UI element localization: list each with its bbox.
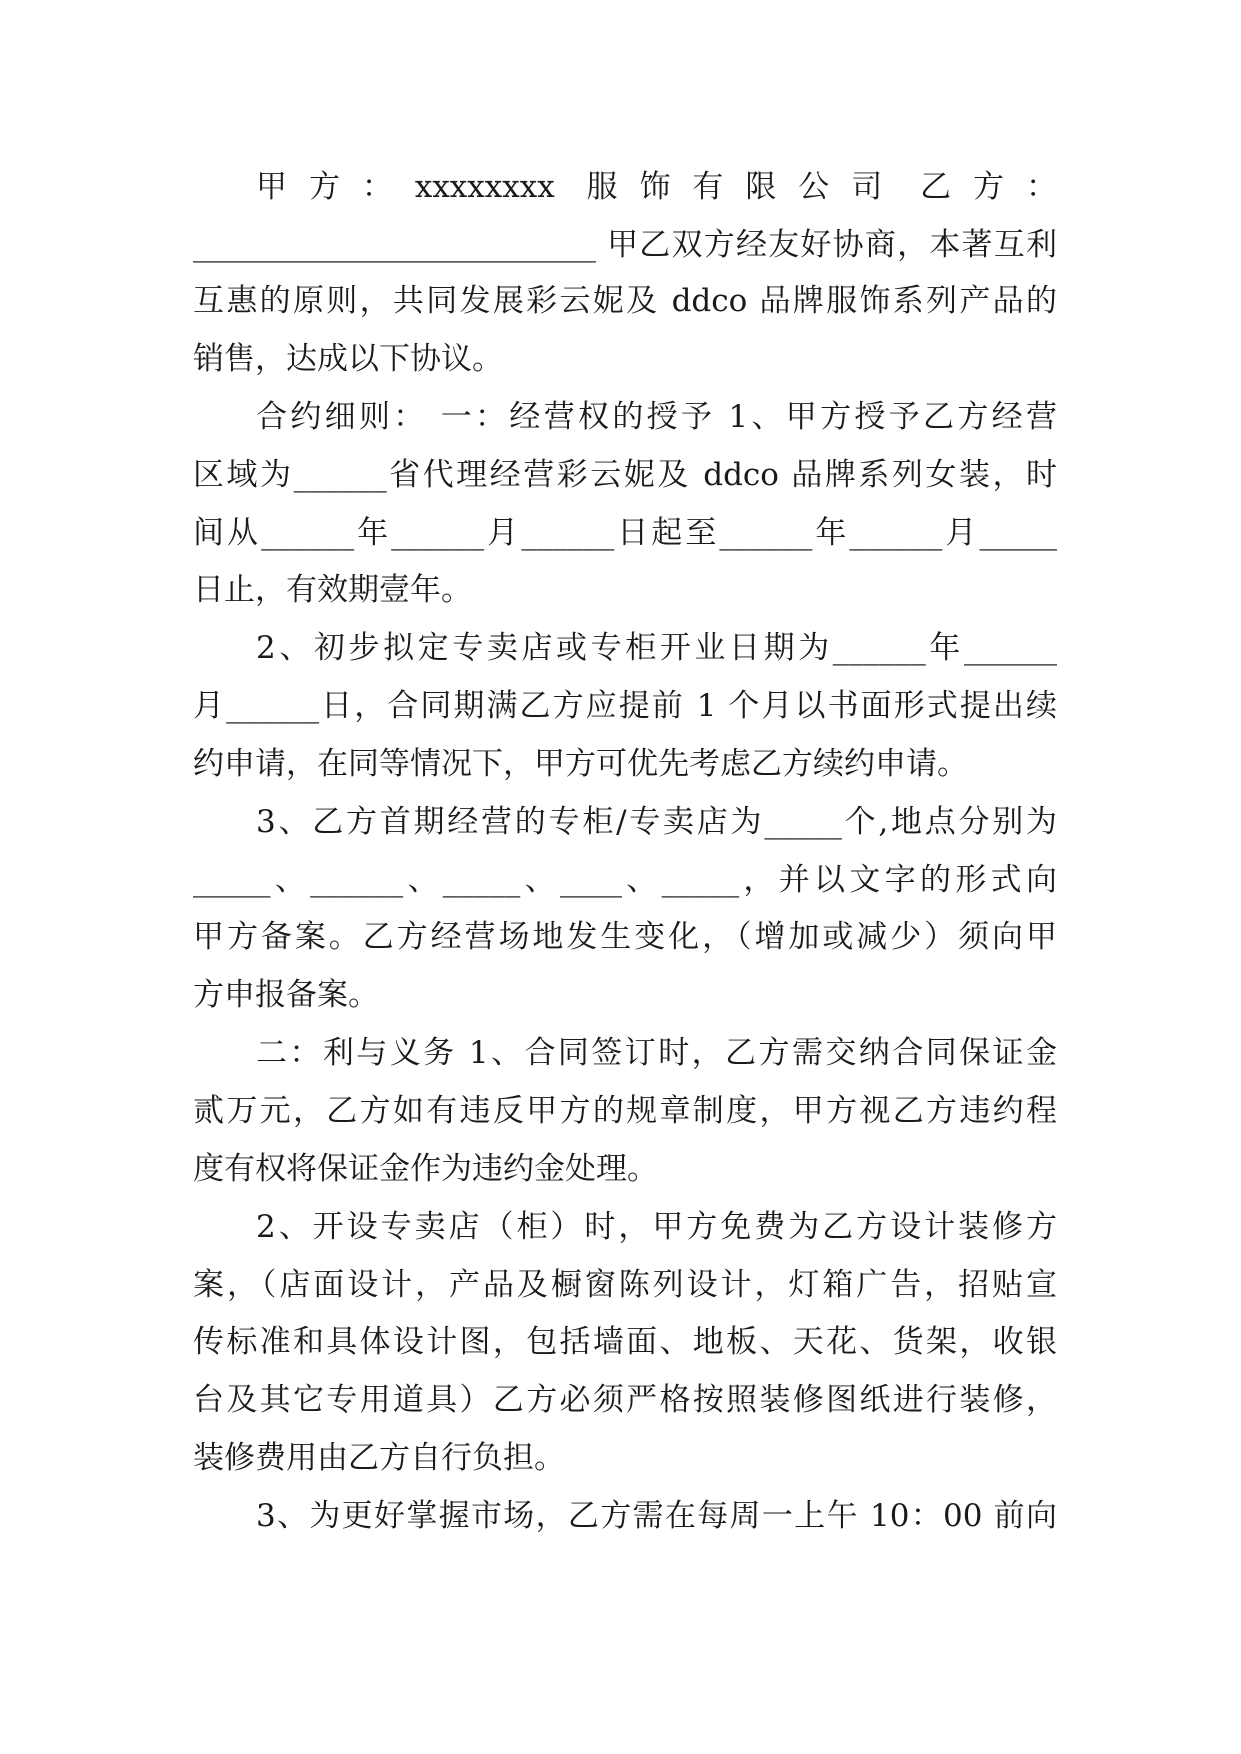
text-line: 二：利与义务 1、合同签订时，乙方需交纳合同保证金 — [256, 1035, 1057, 1071]
text-line: 2、初步拟定专卖店或专柜开业日期为______年______ — [256, 630, 1057, 666]
text-line: 约申请，在同等情况下，甲方可优先考虑乙方续约申请。 — [193, 746, 968, 782]
text-line: _____、______、_____、____、_____，并以文字的形式向 — [193, 862, 1057, 898]
text-line: __________________________ 甲乙双方经友好协商，本著互利 — [193, 227, 1057, 263]
text-line: 贰万元，乙方如有违反甲方的规章制度，甲方视乙方违约程 — [193, 1093, 1057, 1129]
text-line: 区域为______省代理经营彩云妮及 ddco 品牌系列女装，时 — [193, 457, 1057, 493]
text-line: 合约细则： 一：经营权的授予 1、甲方授予乙方经营 — [256, 399, 1057, 435]
text-line: 2、开设专卖店（柜）时，甲方免费为乙方设计装修方 — [256, 1209, 1057, 1245]
text-line: 甲 方 ： xxxxxxxx 服 饰 有 限 公 司 乙 方 ： — [256, 169, 1057, 205]
text-line: 间从______年______月______日起至______年______月_____ — [193, 515, 1057, 551]
text-line: 3、乙方首期经营的专柜/专卖店为_____个,地点分别为 — [256, 804, 1057, 840]
text-line: 甲方备案。乙方经营场地发生变化，（增加或减少）须向甲 — [193, 919, 1057, 955]
text-line: 传标准和具体设计图，包括墙面、地板、天花、货架，收银 — [193, 1324, 1057, 1360]
text-line: 互惠的原则，共同发展彩云妮及 ddco 品牌服饰系列产品的 — [193, 283, 1057, 319]
text-line: 台及其它专用道具）乙方必须严格按照装修图纸进行装修， — [193, 1382, 1057, 1418]
text-line: 月______日，合同期满乙方应提前 1 个月以书面形式提出续 — [193, 688, 1057, 724]
text-line: 销售，达成以下协议。 — [193, 341, 503, 377]
text-line: 方申报备案。 — [193, 977, 379, 1013]
text-line: 3、为更好掌握市场，乙方需在每周一上午 10：00 前向 — [256, 1498, 1057, 1534]
text-line: 日止，有效期壹年。 — [193, 572, 472, 608]
text-line: 装修费用由乙方自行负担。 — [193, 1440, 565, 1476]
text-line: 度有权将保证金作为违约金处理。 — [193, 1151, 658, 1187]
text-line: 案，（店面设计，产品及橱窗陈列设计，灯箱广告，招贴宣 — [193, 1267, 1057, 1303]
